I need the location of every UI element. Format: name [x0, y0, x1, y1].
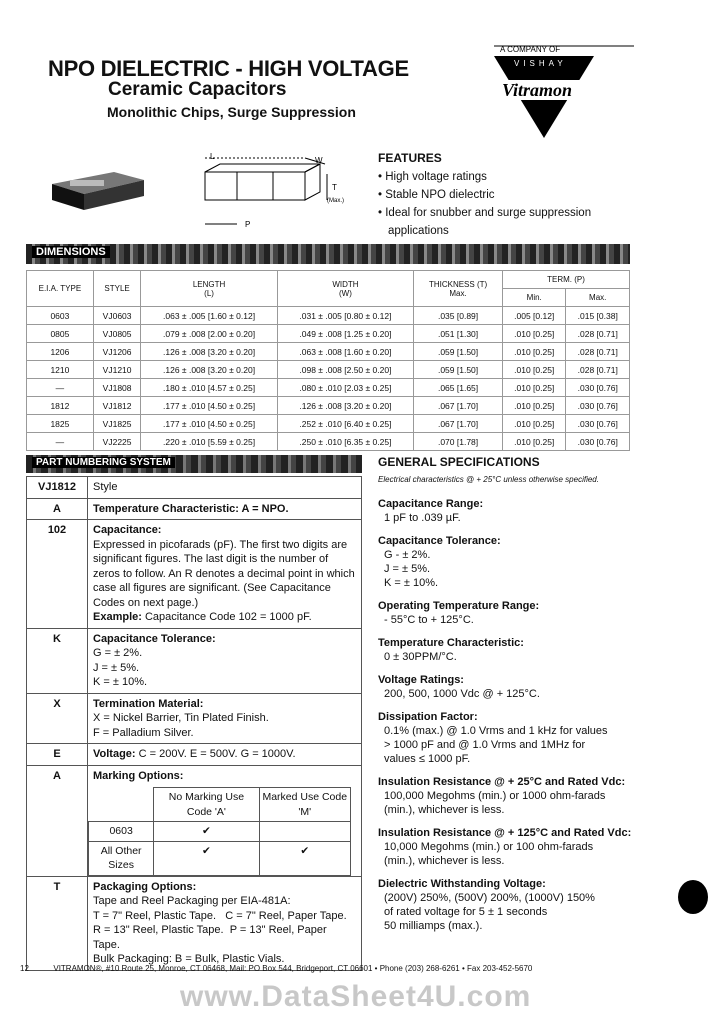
- table-row: A Marking Options: No Marking Use Code 'A' Marked Use Code 'M' 0603 ✔ All Other Sizes ✔ ✔: [27, 765, 362, 876]
- dimensions-bar-title: DIMENSIONS: [32, 246, 110, 258]
- table-row: X Termination Material: X = Nickel Barrier, Tin Plated Finish. F = Palladium Silver.: [27, 693, 362, 744]
- table-row: 1210 VJ1210 .126 ± .008 [3.20 ± 0.20] .098 ± .008 [2.50 ± 0.20] .059 [1.50] .010 [0.25] .028 [0.71]: [27, 361, 630, 379]
- col-term: TERM. (P): [502, 271, 629, 289]
- diagram-max-label: (Max.): [327, 198, 344, 204]
- title-line2: Ceramic Capacitors: [108, 79, 287, 100]
- chip-photo: [48, 166, 148, 212]
- watermark: www.DataSheet4U.com: [180, 980, 532, 1013]
- footer-address: VITRAMON®, #10 Route 25, Monroe, CT 06468, Mail: PO Box 544, Bridgeport, CT 06601 • Phone (203) 268-6261 • Fax 203-452-5670: [53, 964, 533, 973]
- diagram-w-label: W: [315, 156, 323, 165]
- features-heading: FEATURES: [378, 151, 442, 165]
- col-width: WIDTH (W): [277, 271, 413, 307]
- title-line1: NPO DIELECTRIC - HIGH VOLTAGE: [48, 56, 409, 81]
- logo-parent: VISHAY: [514, 59, 567, 68]
- table-row: 1206 VJ1206 .126 ± .008 [3.20 ± 0.20] .063 ± .008 [1.60 ± 0.20] .059 [1.50] .010 [0.25] .028 [0.71]: [27, 343, 630, 361]
- subtitle: Monolithic Chips, Surge Suppression: [107, 104, 356, 120]
- diagram-p-label: P: [245, 220, 251, 229]
- feature-item: • High voltage ratings: [378, 171, 487, 183]
- logo-brand: Vitramon: [502, 80, 573, 100]
- part-numbering-table: [26, 476, 362, 971]
- table-row: A Temperature Characteristic: A = NPO.: [27, 498, 362, 520]
- general-heading: GENERAL SPECIFICATIONS: [378, 455, 540, 469]
- dimension-diagram: [175, 150, 375, 230]
- table-row: 1812 VJ1812 .177 ± .010 [4.50 ± 0.25] .126 ± .008 [3.20 ± 0.20] .067 [1.70] .010 [0.25] .030 [0.76]: [27, 397, 630, 415]
- dimensions-table: [26, 270, 630, 451]
- diagram-l-label: L: [210, 152, 215, 161]
- page-number: 12: [20, 964, 29, 973]
- general-note: Electrical characteristics @ + 25°C unless otherwise specified.: [378, 475, 599, 484]
- feature-item: • Stable NPO dielectric: [378, 189, 495, 201]
- features-list: [378, 168, 628, 240]
- diagram-t-label: T: [332, 183, 337, 192]
- dimensions-bar: [26, 244, 630, 264]
- table-row: VJ1812 Style: [27, 477, 362, 499]
- vitramon-logo: [494, 42, 634, 142]
- table-row: — VJ1808 .180 ± .010 [4.57 ± 0.25] .080 ± .010 [2.03 ± 0.25] .065 [1.65] .010 [0.25] .030 [0.76]: [27, 379, 630, 397]
- part-numbering-title: PART NUMBERING SYSTEM: [32, 457, 175, 468]
- col-min: Min.: [502, 289, 565, 307]
- table-row: 0805 VJ0805 .079 ± .008 [2.00 ± 0.20] .049 ± .008 [1.25 ± 0.20] .051 [1.30] .010 [0.25] .028 [0.71]: [27, 325, 630, 343]
- table-row: 102 Capacitance: Expressed in picofarads (pF). The first two digits are significant figures. The last digit is the number of zeros to follow. An R denotes a decimal point in which case all figures are significant. (See Capacitance Codes on next page.) Example: Capacitance Code 102 = 1000 pF.: [27, 520, 362, 629]
- table-row: — VJ2225 .220 ± .010 [5.59 ± 0.25] .250 ± .010 [6.35 ± 0.25] .070 [1.78] .010 [0.25] .030 [0.76]: [27, 433, 630, 451]
- table-row: 1825 VJ1825 .177 ± .010 [4.50 ± 0.25] .252 ± .010 [6.40 ± 0.25] .067 [1.70] .010 [0.25] .030 [0.76]: [27, 415, 630, 433]
- col-style: STYLE: [93, 271, 141, 307]
- part-numbering-bar: [26, 455, 362, 473]
- logo-company-of: A COMPANY OF: [500, 45, 561, 54]
- table-row: 0603 VJ0603 .063 ± .005 [1.60 ± 0.12] .031 ± .005 [0.80 ± 0.12] .035 [0.89] .005 [0.12] .015 [0.38]: [27, 307, 630, 325]
- col-length: LENGTH (L): [141, 271, 277, 307]
- col-max: Max.: [566, 289, 630, 307]
- feature-item: • Ideal for snubber and surge suppression applications: [378, 207, 592, 237]
- dimensions-header-row: [27, 271, 630, 289]
- table-row: E Voltage: C = 200V. E = 500V. G = 1000V.: [27, 744, 362, 766]
- marking-options-table: No Marking Use Code 'A' Marked Use Code 'M' 0603 ✔ All Other Sizes ✔ ✔: [88, 787, 351, 876]
- col-thickness: THICKNESS (T) Max.: [414, 271, 503, 307]
- col-eia: E.I.A. TYPE: [27, 271, 94, 307]
- footer: [20, 964, 620, 973]
- general-specifications: GENERAL SPECIFICATIONS Electrical characteristics @ + 25°C unless otherwise specified. Capacitance Range: 1 pF to .039 µF. Capacitance Tolerance: G - ± 2%. J = ± 5%. K = ± 10%. Operating Temperature Range: - 55°C to + 125°C. Temperature Characteristic: 0 ± 30PPM/°C. Voltage Ratings: 200, 500, 1000 Vdc @ + 125°C. Dissipation Factor: 0.1% (max.) @ 1.0 Vrms and 1 kHz for values > 1000 pF and @ 1.0 Vrms and 1MHz for values ≤ 1000 pF. Insulation Resistance @ + 25°C and Rated Vdc: 100,000 Megohms (min.) or 1000 ohm-farads (min.), whichever is less. Insulation Resistance @ + 125°C and Rated Vdc: 10,000 Megohms (min.) or 100 ohm-farads (min.), whichever is less. Dielectric Withstanding Voltage: (200V) 250%, (500V) 200%, (1000V) 150% of rated voltage for 5 ± 1 seconds 50 milliamps (max.).: [378, 455, 693, 942]
- decorative-dot: [678, 880, 708, 914]
- table-row: K Capacitance Tolerance: G = ± 2%. J = ± 5%. K = ± 10%.: [27, 628, 362, 693]
- table-row: T Packaging Options: Tape and Reel Packaging per EIA-481A: T = 7" Reel, Plastic Tape. C = 7" Reel, Paper Tape. R = 13" Reel, Plastic Tape. P = 13" Reel, Paper Tape. Bulk Packaging: B = Bulk, Plastic Vials.: [27, 876, 362, 970]
